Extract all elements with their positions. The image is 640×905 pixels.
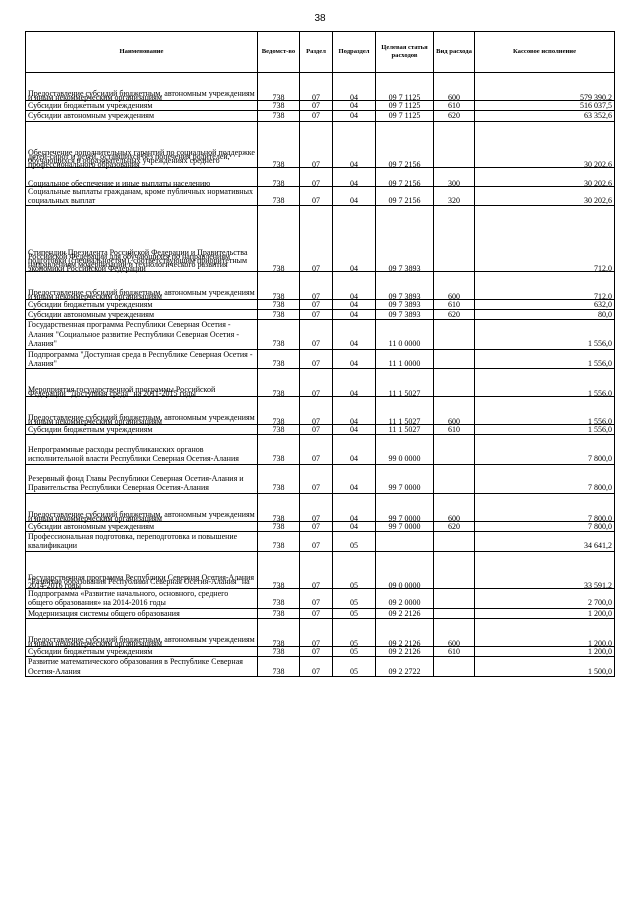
row-amount: 30 202,6 bbox=[475, 168, 615, 186]
row-expense-kind: 620 bbox=[434, 111, 475, 121]
row-expense-kind bbox=[434, 206, 475, 271]
row-target-article: 99 7 0000 bbox=[376, 464, 434, 493]
row-name: Государственная программа Республики Северная Осетия - Алания "Социальное развитие Республики Северная Осетия - Алания" bbox=[26, 320, 258, 349]
row-subsection: 04 bbox=[333, 425, 376, 435]
row-section: 07 bbox=[300, 186, 333, 206]
row-name: Субсидии бюджетным учреждениям bbox=[26, 299, 258, 309]
row-subsection: 05 bbox=[333, 647, 376, 657]
row-department: 738 bbox=[258, 532, 300, 552]
page-number: 38 bbox=[314, 13, 326, 24]
row-name: Резервный фонд Главы Республики Северная Осетия-Алания и Правительства Республики Северная Осетия-Алания bbox=[26, 464, 258, 493]
row-amount: 1 556,0 bbox=[475, 369, 615, 397]
table-row bbox=[26, 299, 615, 309]
row-target-article: 09 7 1125 bbox=[376, 111, 434, 121]
header-department: Ведомст-во bbox=[258, 32, 300, 73]
row-expense-kind bbox=[434, 464, 475, 493]
row-amount: 1 200,0 bbox=[475, 619, 615, 647]
table-row bbox=[26, 271, 615, 299]
row-expense-kind bbox=[434, 657, 475, 677]
row-section: 07 bbox=[300, 349, 333, 369]
row-name: Стипендии Президента Российской Федерации и Правительства Российской Федерации для обучающихся по направлениям подготовки (специальностям), соответствующим приоритетным направлениям модернизации и технологического развития экономики Российской Федерации bbox=[26, 206, 258, 271]
row-amount: 1 556,0 bbox=[475, 397, 615, 425]
row-name: Профессиональная подготовка, переподготовка и повышение квалификации bbox=[26, 532, 258, 552]
table-row bbox=[26, 397, 615, 425]
row-section: 07 bbox=[300, 435, 333, 464]
table-row bbox=[26, 551, 615, 588]
row-target-article: 09 2 2722 bbox=[376, 657, 434, 677]
row-expense-kind: 320 bbox=[434, 186, 475, 206]
row-amount: 30 202,6 bbox=[475, 121, 615, 168]
table-row bbox=[26, 532, 615, 552]
row-expense-kind: 610 bbox=[434, 647, 475, 657]
row-name: Социальные выплаты гражданам, кроме публичных нормативных социальных выплат bbox=[26, 186, 258, 206]
row-subsection: 04 bbox=[333, 299, 376, 309]
row-department: 738 bbox=[258, 551, 300, 588]
row-target-article: 09 2 0000 bbox=[376, 589, 434, 609]
row-expense-kind bbox=[434, 320, 475, 349]
row-name: Предоставление субсидий бюджетным, автономным учреждениям и иным некоммерческим организациям bbox=[26, 397, 258, 425]
row-section: 07 bbox=[300, 73, 333, 101]
table-row bbox=[26, 425, 615, 435]
header-expense-kind: Вид расхода bbox=[434, 32, 475, 73]
row-subsection: 04 bbox=[333, 397, 376, 425]
table-row bbox=[26, 493, 615, 521]
row-amount: 33 591,2 bbox=[475, 551, 615, 588]
row-amount: 7 800,0 bbox=[475, 493, 615, 521]
row-target-article: 09 7 3893 bbox=[376, 206, 434, 271]
row-target-article: 09 7 3893 bbox=[376, 271, 434, 299]
row-name: Субсидии бюджетным учреждениям bbox=[26, 425, 258, 435]
row-target-article: 11 1 5027 bbox=[376, 425, 434, 435]
row-name: Предоставление субсидий бюджетным, автономным учреждениям и иным некоммерческим организациям bbox=[26, 271, 258, 299]
row-section: 07 bbox=[300, 647, 333, 657]
table-row bbox=[26, 186, 615, 206]
row-section: 07 bbox=[300, 425, 333, 435]
row-expense-kind bbox=[434, 369, 475, 397]
row-section: 07 bbox=[300, 657, 333, 677]
row-subsection: 04 bbox=[333, 369, 376, 397]
row-name: Подпрограмма "Доступная среда в Республике Северная Осетия - Алания" bbox=[26, 349, 258, 369]
row-department: 738 bbox=[258, 186, 300, 206]
row-name: Субсидии автономным учреждениям bbox=[26, 111, 258, 121]
row-amount: 1 556,0 bbox=[475, 320, 615, 349]
budget-execution-table bbox=[25, 31, 615, 677]
row-subsection: 04 bbox=[333, 349, 376, 369]
row-section: 07 bbox=[300, 121, 333, 168]
row-department: 738 bbox=[258, 657, 300, 677]
row-expense-kind bbox=[434, 121, 475, 168]
row-amount: 1 500,0 bbox=[475, 657, 615, 677]
table-row bbox=[26, 349, 615, 369]
row-department: 738 bbox=[258, 320, 300, 349]
row-expense-kind: 600 bbox=[434, 397, 475, 425]
row-section: 07 bbox=[300, 464, 333, 493]
row-expense-kind bbox=[434, 532, 475, 552]
row-section: 07 bbox=[300, 521, 333, 531]
row-department: 738 bbox=[258, 271, 300, 299]
row-department: 738 bbox=[258, 608, 300, 618]
row-target-article: 11 1 0000 bbox=[376, 349, 434, 369]
header-target-article: Целевая статья расходов bbox=[376, 32, 434, 73]
row-target-article: 09 2 2126 bbox=[376, 647, 434, 657]
row-expense-kind: 600 bbox=[434, 619, 475, 647]
row-subsection: 05 bbox=[333, 619, 376, 647]
row-amount: 1 200,0 bbox=[475, 647, 615, 657]
row-expense-kind bbox=[434, 608, 475, 618]
row-subsection: 04 bbox=[333, 100, 376, 110]
table-row bbox=[26, 310, 615, 320]
row-target-article bbox=[376, 532, 434, 552]
row-amount: 7 800,0 bbox=[475, 521, 615, 531]
row-amount: 712,0 bbox=[475, 271, 615, 299]
table-row bbox=[26, 521, 615, 531]
row-target-article: 09 7 3893 bbox=[376, 299, 434, 309]
row-department: 738 bbox=[258, 111, 300, 121]
row-name: Субсидии автономным учреждениям bbox=[26, 310, 258, 320]
row-expense-kind bbox=[434, 349, 475, 369]
row-amount: 712,0 bbox=[475, 206, 615, 271]
row-name: Подпрограмма «Развитие начального, основного, среднего общего образования» на 2014-2016 годы bbox=[26, 589, 258, 609]
row-expense-kind: 600 bbox=[434, 73, 475, 101]
table-row bbox=[26, 464, 615, 493]
row-target-article: 09 2 2126 bbox=[376, 608, 434, 618]
row-section: 07 bbox=[300, 320, 333, 349]
row-expense-kind: 610 bbox=[434, 100, 475, 110]
row-subsection: 04 bbox=[333, 168, 376, 186]
row-target-article: 09 7 2156 bbox=[376, 121, 434, 168]
row-name: Модернизация системы общего образования bbox=[26, 608, 258, 618]
row-expense-kind: 610 bbox=[434, 425, 475, 435]
row-subsection: 04 bbox=[333, 320, 376, 349]
row-name: Предоставление субсидий бюджетным, автономным учреждениям и иным некоммерческим организациям bbox=[26, 493, 258, 521]
row-department: 738 bbox=[258, 100, 300, 110]
row-department: 738 bbox=[258, 206, 300, 271]
row-expense-kind: 620 bbox=[434, 310, 475, 320]
row-expense-kind: 300 bbox=[434, 168, 475, 186]
row-target-article: 09 7 2156 bbox=[376, 168, 434, 186]
row-amount: 30 202,6 bbox=[475, 186, 615, 206]
row-subsection: 05 bbox=[333, 589, 376, 609]
header-cash-execution: Кассовое исполнение bbox=[475, 32, 615, 73]
table-row bbox=[26, 206, 615, 271]
row-subsection: 04 bbox=[333, 121, 376, 168]
row-amount: 2 700,0 bbox=[475, 589, 615, 609]
row-section: 07 bbox=[300, 369, 333, 397]
row-section: 07 bbox=[300, 310, 333, 320]
table-row bbox=[26, 168, 615, 186]
row-section: 07 bbox=[300, 619, 333, 647]
row-amount: 7 800,0 bbox=[475, 464, 615, 493]
table-row bbox=[26, 589, 615, 609]
row-name: Мероприятия государственной программы Российской Федерации "Доступная среда" на 2011-2015 годы bbox=[26, 369, 258, 397]
row-subsection: 04 bbox=[333, 493, 376, 521]
row-amount: 516 037,5 bbox=[475, 100, 615, 110]
row-amount: 579 390,2 bbox=[475, 73, 615, 101]
row-subsection: 04 bbox=[333, 111, 376, 121]
row-section: 07 bbox=[300, 397, 333, 425]
row-section: 07 bbox=[300, 299, 333, 309]
row-department: 738 bbox=[258, 425, 300, 435]
table-row bbox=[26, 435, 615, 464]
row-section: 07 bbox=[300, 589, 333, 609]
row-target-article: 99 7 0000 bbox=[376, 521, 434, 531]
row-section: 07 bbox=[300, 100, 333, 110]
row-name: Развитие математического образования в Республике Северная Осетия-Алания bbox=[26, 657, 258, 677]
row-subsection: 04 bbox=[333, 464, 376, 493]
row-target-article: 09 0 0000 bbox=[376, 551, 434, 588]
row-subsection: 05 bbox=[333, 657, 376, 677]
table-row bbox=[26, 73, 615, 101]
table-row bbox=[26, 320, 615, 349]
row-subsection: 05 bbox=[333, 551, 376, 588]
row-name: Субсидии автономным учреждениям bbox=[26, 521, 258, 531]
row-target-article: 99 0 0000 bbox=[376, 435, 434, 464]
row-expense-kind bbox=[434, 435, 475, 464]
row-name: Предоставление субсидий бюджетным, автономным учреждениям и иным некоммерческим организациям bbox=[26, 73, 258, 101]
row-name: Обеспечение дополнительных гарантий по социальной поддержке детей-сирот и детей, оставшихся без попечения родителей, обучающихся в образовательных учреждениях среднего профессионального образования bbox=[26, 121, 258, 168]
row-department: 738 bbox=[258, 299, 300, 309]
row-expense-kind: 600 bbox=[434, 271, 475, 299]
row-name: Субсидии бюджетным учреждениям bbox=[26, 647, 258, 657]
row-name: Субсидии бюджетным учреждениям bbox=[26, 100, 258, 110]
row-department: 738 bbox=[258, 349, 300, 369]
row-amount: 34 641,2 bbox=[475, 532, 615, 552]
row-department: 738 bbox=[258, 73, 300, 101]
row-target-article: 09 2 2126 bbox=[376, 619, 434, 647]
row-expense-kind bbox=[434, 551, 475, 588]
row-department: 738 bbox=[258, 521, 300, 531]
row-section: 07 bbox=[300, 532, 333, 552]
table-row bbox=[26, 121, 615, 168]
row-department: 738 bbox=[258, 121, 300, 168]
row-expense-kind: 600 bbox=[434, 493, 475, 521]
row-subsection: 04 bbox=[333, 186, 376, 206]
row-target-article: 09 7 2156 bbox=[376, 186, 434, 206]
row-department: 738 bbox=[258, 310, 300, 320]
row-target-article: 09 7 1125 bbox=[376, 100, 434, 110]
row-department: 738 bbox=[258, 435, 300, 464]
row-section: 07 bbox=[300, 271, 333, 299]
row-expense-kind: 620 bbox=[434, 521, 475, 531]
row-subsection: 05 bbox=[333, 532, 376, 552]
row-subsection: 04 bbox=[333, 310, 376, 320]
row-amount: 1 556,0 bbox=[475, 349, 615, 369]
row-section: 07 bbox=[300, 168, 333, 186]
row-section: 07 bbox=[300, 206, 333, 271]
row-section: 07 bbox=[300, 493, 333, 521]
row-amount: 1 556,0 bbox=[475, 425, 615, 435]
row-name: Непрограммные расходы республиканских органов исполнительной власти Республики Северная Осетия-Алания bbox=[26, 435, 258, 464]
header-section: Раздел bbox=[300, 32, 333, 73]
row-subsection: 04 bbox=[333, 521, 376, 531]
row-target-article: 99 7 0000 bbox=[376, 493, 434, 521]
table-row bbox=[26, 619, 615, 647]
row-target-article: 11 0 0000 bbox=[376, 320, 434, 349]
row-department: 738 bbox=[258, 589, 300, 609]
table-row bbox=[26, 657, 615, 677]
row-subsection: 04 bbox=[333, 73, 376, 101]
table-header-row bbox=[26, 32, 615, 73]
row-section: 07 bbox=[300, 608, 333, 618]
row-amount: 632,0 bbox=[475, 299, 615, 309]
row-name: Социальное обеспечение и иные выплаты населению bbox=[26, 168, 258, 186]
row-expense-kind: 610 bbox=[434, 299, 475, 309]
table-row bbox=[26, 111, 615, 121]
row-subsection: 04 bbox=[333, 271, 376, 299]
row-department: 738 bbox=[258, 397, 300, 425]
table-row bbox=[26, 647, 615, 657]
row-name: Предоставление субсидий бюджетным, автономным учреждениям и иным некоммерческим организациям bbox=[26, 619, 258, 647]
header-name: Наименование bbox=[26, 32, 258, 73]
row-name: Государственная программа Республики Северная Осетия-Алания "Развитие образования Республики Северная Осетия-Алания" на 2014-2016 годы bbox=[26, 551, 258, 588]
row-expense-kind bbox=[434, 589, 475, 609]
row-amount: 1 200,0 bbox=[475, 608, 615, 618]
row-section: 07 bbox=[300, 111, 333, 121]
row-department: 738 bbox=[258, 647, 300, 657]
row-target-article: 09 7 3893 bbox=[376, 310, 434, 320]
row-department: 738 bbox=[258, 619, 300, 647]
row-subsection: 04 bbox=[333, 435, 376, 464]
row-target-article: 09 7 1125 bbox=[376, 73, 434, 101]
row-department: 738 bbox=[258, 369, 300, 397]
row-department: 738 bbox=[258, 464, 300, 493]
table-row bbox=[26, 100, 615, 110]
table-body bbox=[26, 73, 615, 677]
row-department: 738 bbox=[258, 493, 300, 521]
row-target-article: 11 1 5027 bbox=[376, 397, 434, 425]
row-subsection: 04 bbox=[333, 206, 376, 271]
row-target-article: 11 1 5027 bbox=[376, 369, 434, 397]
row-department: 738 bbox=[258, 168, 300, 186]
header-subsection: Подраздел bbox=[333, 32, 376, 73]
table-row bbox=[26, 608, 615, 618]
table-row bbox=[26, 369, 615, 397]
row-subsection: 05 bbox=[333, 608, 376, 618]
row-amount: 63 352,6 bbox=[475, 111, 615, 121]
row-amount: 7 800,0 bbox=[475, 435, 615, 464]
row-section: 07 bbox=[300, 551, 333, 588]
row-amount: 80,0 bbox=[475, 310, 615, 320]
